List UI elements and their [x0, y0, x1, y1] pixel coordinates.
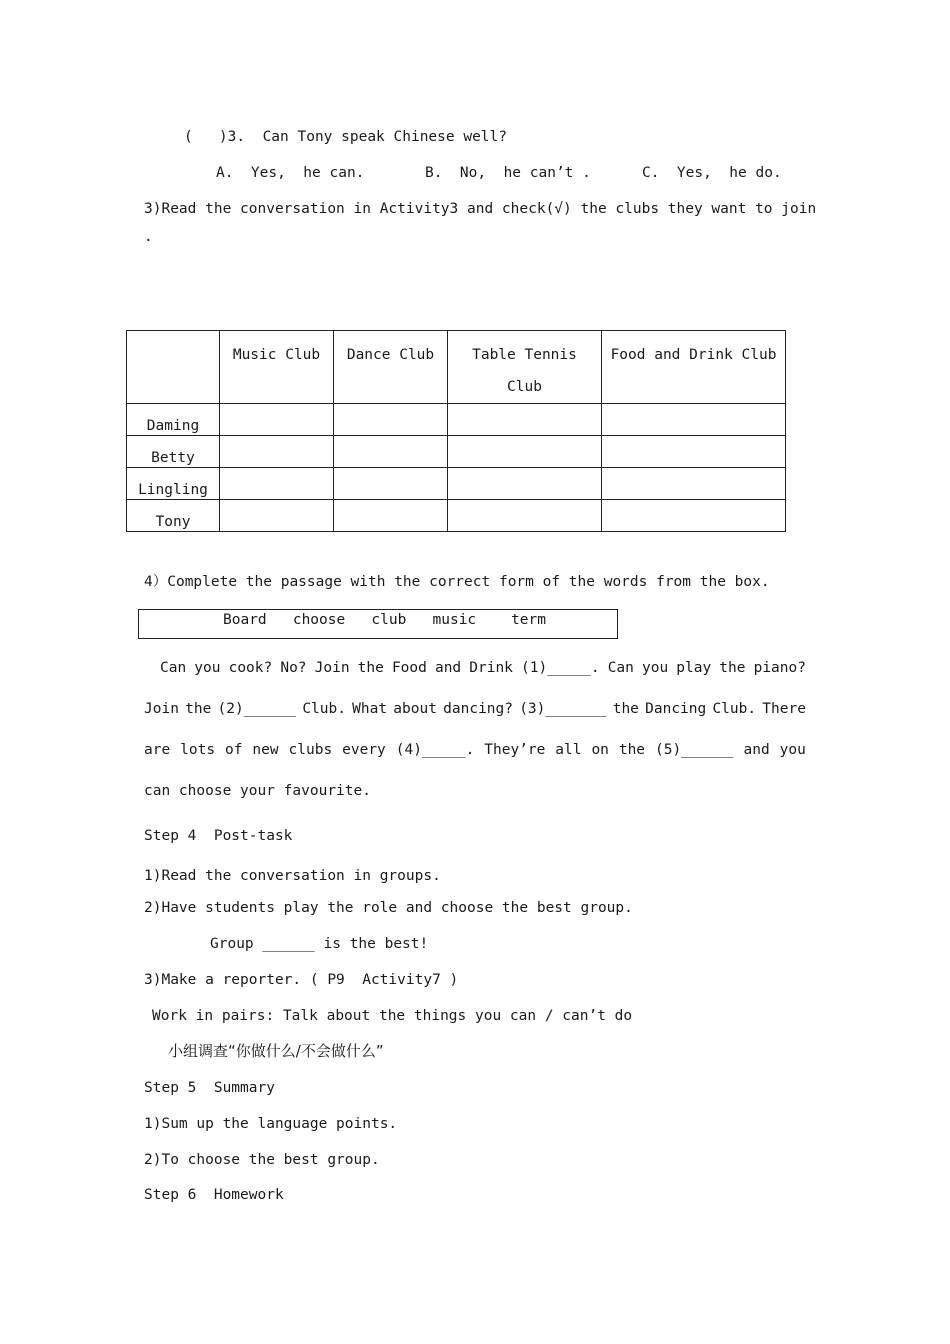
passage-word: Dancing — [645, 701, 707, 717]
row-name: Daming — [127, 404, 220, 436]
table-row — [127, 404, 786, 436]
passage-word: Club. — [712, 701, 757, 717]
passage-word: Can — [607, 660, 634, 676]
check-cell[interactable] — [334, 404, 448, 436]
check-cell[interactable] — [602, 436, 786, 468]
passage-word: (4)_____. — [395, 742, 475, 758]
step4-group-blank: Group ______ is the best! — [210, 936, 429, 952]
passage-word: about — [393, 701, 437, 717]
passage-word: (5)______ — [654, 742, 734, 758]
table-header-music: Music Club — [220, 331, 334, 404]
check-cell[interactable] — [220, 436, 334, 468]
table-header-dance: Dance Club — [334, 331, 448, 404]
check-cell[interactable] — [334, 468, 448, 500]
table-row — [127, 436, 786, 468]
row-name: Tony — [127, 500, 220, 532]
passage-word: the — [357, 660, 384, 676]
passage-word: and — [743, 742, 770, 758]
check-cell[interactable] — [448, 436, 602, 468]
step4-title: Step 4 Post-task — [144, 828, 293, 844]
passage-word: you — [641, 660, 669, 676]
check-cell[interactable] — [334, 436, 448, 468]
passage-word: all — [555, 742, 582, 758]
passage-word: on — [591, 742, 609, 758]
step5-item1: 1)Sum up the language points. — [144, 1116, 398, 1132]
passage-word: (2)______ — [217, 701, 297, 717]
passage-word: Join — [314, 660, 350, 676]
passage-word: clubs — [288, 742, 333, 758]
check-cell[interactable] — [448, 500, 602, 532]
row-name: Betty — [127, 436, 220, 468]
step4-pairwork: Work in pairs: Talk about the things you can / can’t do — [152, 1008, 633, 1024]
row-name: Lingling — [127, 468, 220, 500]
table-row — [127, 468, 786, 500]
table-row — [127, 500, 786, 532]
option-c: C. Yes, he do. — [642, 165, 782, 181]
passage-word: dancing? — [443, 701, 513, 717]
passage-word: of — [225, 742, 243, 758]
passage-word: (3)_______ — [519, 701, 607, 717]
passage-word: Club. — [302, 701, 346, 717]
passage-word: What — [352, 701, 388, 717]
passage-word: Join — [144, 701, 179, 717]
step4-item2: 2)Have students play the role and choose the best group. — [144, 900, 633, 916]
passage-line-3 — [144, 741, 806, 759]
passage-word: piano? — [753, 660, 806, 676]
check-cell[interactable] — [602, 404, 786, 436]
check-cell[interactable] — [602, 500, 786, 532]
passage-word: lots — [180, 742, 216, 758]
check-cell[interactable] — [334, 500, 448, 532]
passage-word: Drink — [469, 660, 513, 676]
step6-title: Step 6 Homework — [144, 1187, 284, 1203]
passage-word: you — [779, 742, 806, 758]
step5-title: Step 5 Summary — [144, 1080, 275, 1096]
table-header-food-drink: Food and Drink Club — [602, 331, 786, 404]
task3-instruction-end: . — [144, 229, 153, 245]
check-cell[interactable] — [220, 500, 334, 532]
check-cell[interactable] — [220, 468, 334, 500]
passage-line-2 — [144, 700, 806, 718]
task4-instruction: 4）Complete the passage with the correct form of the words from the box. — [144, 574, 770, 590]
question-3: ( )3. Can Tony speak Chinese well? — [184, 129, 508, 145]
passage-word: and — [434, 660, 462, 676]
step4-chinese-survey: 小组调查“你做什么/不会做什么” — [168, 1042, 384, 1060]
passage-word: the — [719, 660, 746, 676]
passage-word: Can — [160, 660, 187, 676]
table-header-empty — [127, 331, 220, 404]
step5-item2: 2)To choose the best group. — [144, 1152, 380, 1168]
passage-word: are — [144, 742, 171, 758]
option-a: A. Yes, he can. — [216, 165, 365, 181]
check-cell[interactable] — [602, 468, 786, 500]
check-cell[interactable] — [220, 404, 334, 436]
check-cell[interactable] — [448, 404, 602, 436]
step4-item1: 1)Read the conversation in groups. — [144, 868, 441, 884]
task3-instruction: 3)Read the conversation in Activity3 and check(√) the clubs they want to join — [144, 201, 817, 217]
table-header-table-tennis: Table Tennis Club — [448, 331, 602, 404]
passage-word: (1)_____. — [521, 660, 600, 676]
passage-word: the — [612, 701, 639, 717]
word-box — [138, 609, 618, 639]
check-cell[interactable] — [448, 468, 602, 500]
passage-word: Food — [391, 660, 427, 676]
clubs-table — [126, 330, 786, 532]
passage-word: new — [252, 742, 279, 758]
passage-word: They’re — [484, 742, 546, 758]
passage-word: every — [342, 742, 386, 758]
passage-word: the — [185, 701, 212, 717]
passage-line-1 — [160, 659, 806, 677]
passage-line-4: can choose your favourite. — [144, 783, 371, 799]
word-box-words: Board choose club music term — [223, 612, 547, 628]
table-header-row — [127, 331, 786, 404]
step4-item3: 3)Make a reporter. ( P9 Activity7 ) — [144, 972, 459, 988]
passage-word: play — [676, 660, 712, 676]
option-b: B. No, he can’t . — [425, 165, 591, 181]
passage-word: you — [194, 660, 221, 676]
passage-word: No? — [280, 660, 307, 676]
passage-word: the — [618, 742, 646, 758]
passage-word: cook? — [228, 660, 273, 676]
passage-word: There — [762, 701, 806, 717]
